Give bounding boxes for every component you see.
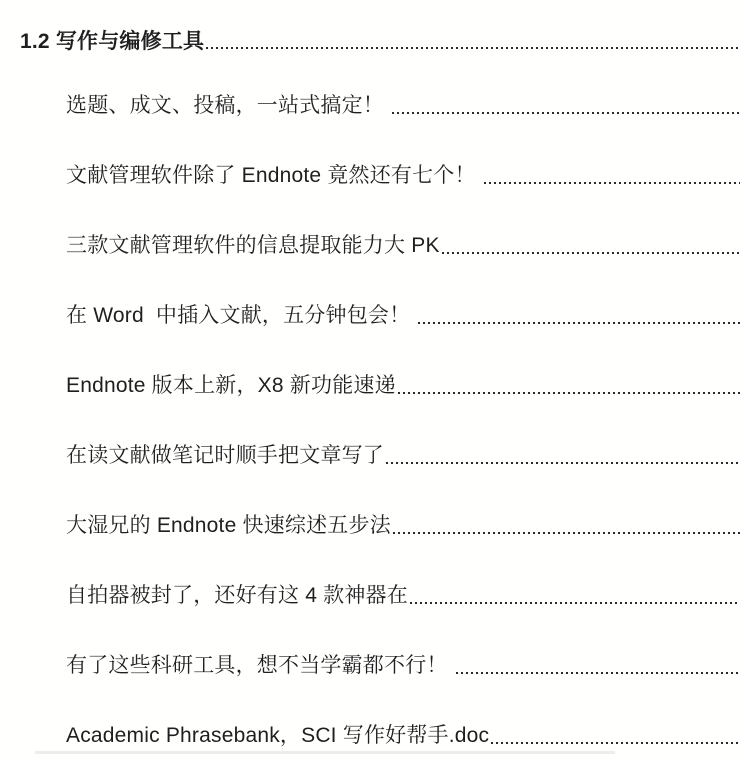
- toc-entry-label: Endnote 版本上新，X8 新功能速递: [66, 373, 396, 397]
- dot-leader: [410, 602, 740, 604]
- toc-entry-label: 在读文献做笔记时顺手把文章写了: [66, 443, 384, 467]
- dot-leader: [398, 392, 740, 394]
- dot-leader: [456, 672, 740, 674]
- toc-entry-label: 文献管理软件除了 Endnote 竟然还有七个！: [66, 163, 482, 187]
- toc-entry-label: Academic Phrasebank，SCI 写作好帮手.doc: [66, 723, 490, 747]
- dot-leader: [392, 112, 740, 114]
- toc-entry-row[interactable]: [0, 688, 740, 758]
- toc-entry-row[interactable]: [0, 338, 740, 408]
- toc-entry-row[interactable]: [0, 128, 740, 198]
- toc-entry-label: 大湿兄的 Endnote 快速综述五步法: [66, 513, 391, 537]
- toc-heading-entry[interactable]: [0, 12, 740, 58]
- dot-leader: [386, 462, 740, 464]
- toc-entry-label: 有了这些科研工具，想不当学霸都不行！: [66, 653, 454, 677]
- toc-entry-label: 三款文献管理软件的信息提取能力大 PK: [66, 233, 440, 257]
- toc-entry-row[interactable]: [0, 618, 740, 688]
- toc-entry-row[interactable]: [0, 198, 740, 268]
- cutoff-next-line-artifact: [35, 751, 615, 754]
- toc-entry-row[interactable]: [0, 478, 740, 548]
- dot-leader: [418, 322, 740, 324]
- toc-entry-label: 在 Word 中插入文献，五分钟包会！: [66, 303, 417, 327]
- toc-entry-label: 自拍器被封了，还好有这 4 款神器在: [66, 583, 408, 607]
- dot-leader: [206, 47, 740, 49]
- toc-entry-row[interactable]: [0, 58, 740, 128]
- toc-entry-row[interactable]: [0, 408, 740, 478]
- toc-heading-label: 1.2 写作与编修工具: [20, 29, 205, 53]
- dot-leader: [491, 742, 740, 744]
- toc-entry-label: 选题、成文、投稿，一站式搞定！: [66, 93, 391, 117]
- toc-entry-row[interactable]: [0, 548, 740, 618]
- dot-leader: [393, 532, 740, 534]
- toc-entry-row[interactable]: [0, 268, 740, 338]
- dot-leader: [442, 252, 740, 254]
- dot-leader: [484, 182, 740, 184]
